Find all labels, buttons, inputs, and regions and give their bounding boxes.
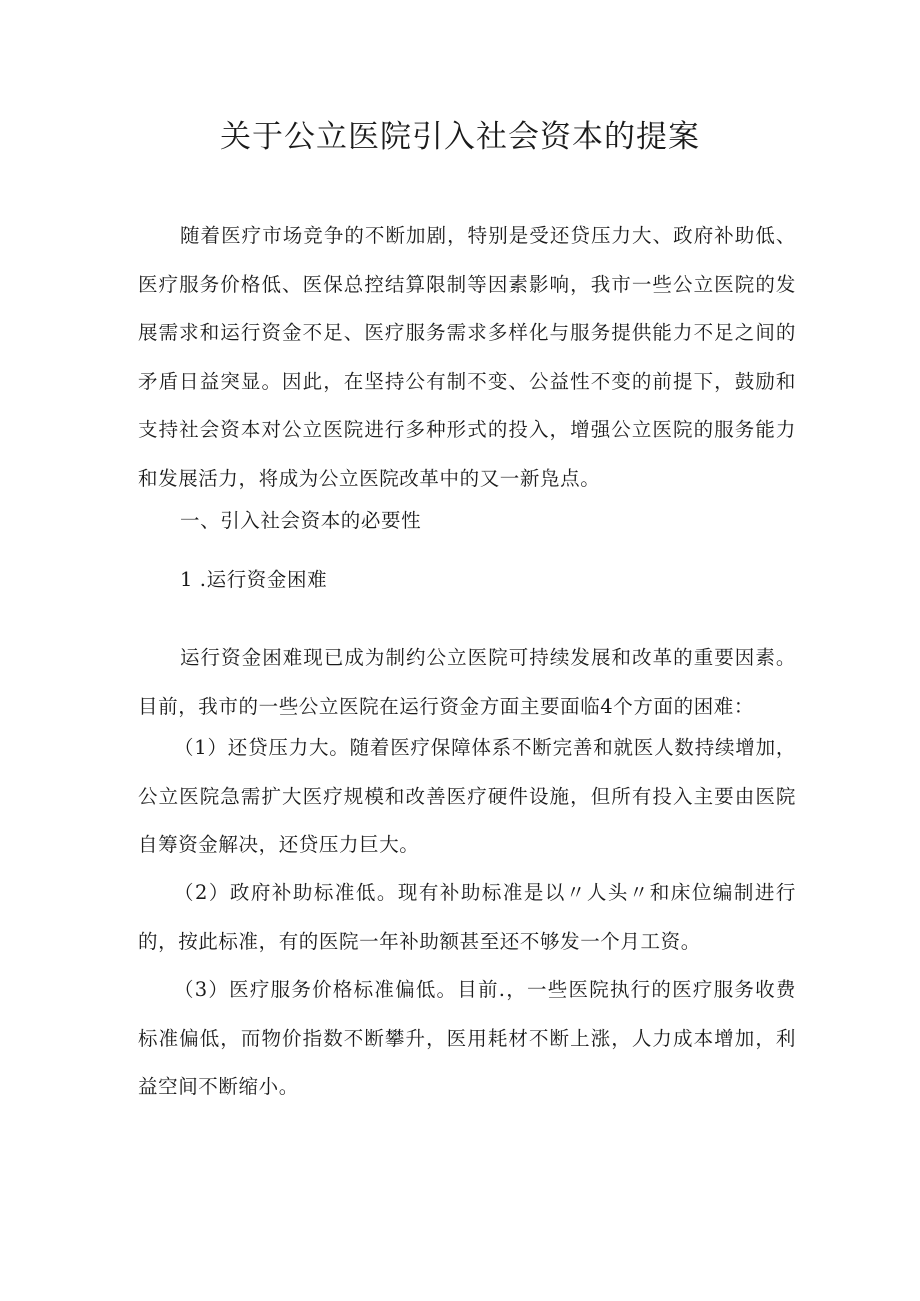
- list-item: （1）还贷压力大。随着医疗保障体系不断完善和就医人数持续增加，公立医院急需扩大医疗规模和改善医疗硬件设施，但所有投入主要由医院自筹资金解决，还贷压力巨大。: [138, 736, 796, 856]
- section-heading: 一、引入社会资本的必要性: [180, 509, 422, 532]
- list-item: （2）政府补助标准低。现有补助标准是以〃人头〃和床位编制进行的，按此标准，有的医院一年补助额甚至还不够发一个月工资。: [138, 881, 796, 953]
- list-item: （3）医疗服务价格标准偏低。目前.，一些医院执行的医疗服务收费标准偏低，而物价指数不断攀升，医用耗材不断上涨，人力成本增加，利益空间不断缩小。: [138, 978, 796, 1098]
- subsection-paragraph: 运行资金困难现已成为制约公立医院可持续发展和改革的重要因素。目前，我市的一些公立医院在运行资金方面主要面临4个方面的困难：: [138, 646, 796, 718]
- document-title: 关于公立医院引入社会资本的提案: [220, 119, 700, 155]
- intro-paragraph: 随着医疗市场竞争的不断加剧，特别是受还贷压力大、政府补助低、医疗服务价格低、医保总控结算限制等因素影响，我市一些公立医院的发展需求和运行资金不足、医疗服务需求多样化与服务提供能力不足之间的矛盾日益突显。因此，在坚持公有制不变、公益性不变的前提下，鼓励和支持社会资本对公立医院进行多种形式的投入，增强公立医院的服务能力和发展活力，将成为公立医院改革中的又一新凫点。: [138, 224, 796, 490]
- subsection-heading: 1 .运行资金困难: [180, 568, 328, 591]
